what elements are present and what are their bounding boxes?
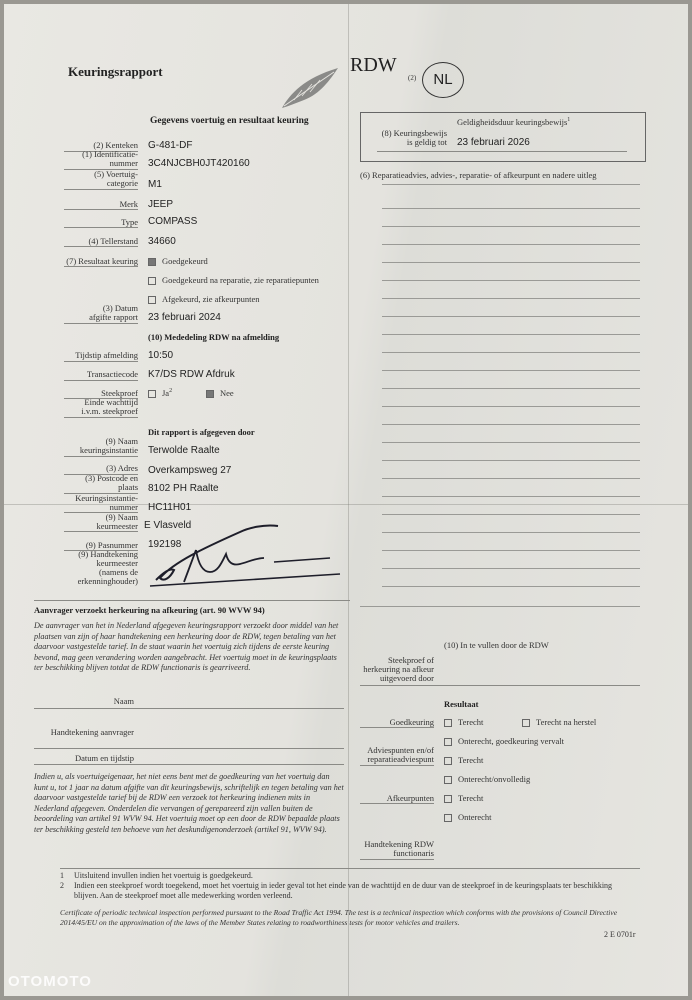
rdw-fill-title: (10) In te vullen door de RDW [444, 640, 549, 650]
station-number-label: Keuringsinstantie-nummer [75, 493, 138, 512]
advice-line [382, 208, 640, 209]
odometer-value: 34660 [148, 236, 176, 247]
sample-label: Steekproef [101, 388, 138, 398]
applicant-name-label: Naam [113, 696, 134, 706]
checkbox[interactable] [444, 776, 452, 784]
advice-line [382, 478, 640, 479]
advice-line [382, 280, 640, 281]
validity-label: (8) Keuringsbewijs is geldig tot [381, 128, 447, 147]
validity-footnote-ref: 1 [567, 117, 571, 124]
checkbox[interactable] [444, 738, 452, 746]
odometer-label: (4) Tellerstand [88, 236, 138, 246]
advice-line [382, 460, 640, 461]
checkbox [148, 277, 156, 285]
transaction-label: Transactiecode [86, 369, 138, 379]
approval-incorrect-lapses[interactable]: Onterecht, goedkeuring vervalt [444, 736, 564, 746]
advice-line [382, 442, 640, 443]
footnote-1-number: 1 [60, 871, 64, 880]
advice-line [382, 568, 640, 569]
inspector-signature-label: (9) Handtekening keurmeester (namens de erkenninghouder) [77, 549, 138, 586]
merk-label: Merk [119, 199, 138, 209]
advice-line [382, 406, 640, 407]
issuer-title: Dit rapport is afgegeven door [148, 427, 255, 437]
advice-line [382, 298, 640, 299]
checkbox [148, 390, 156, 398]
station-name-value: Terwolde Raalte [148, 445, 220, 456]
result-heading: Resultaat [444, 699, 479, 709]
report-title: Keuringsrapport [68, 64, 163, 79]
transaction-value: K7/DS RDW Afdruk [148, 369, 235, 380]
advice-line [382, 352, 640, 353]
certificate-text: Certificate of periodic technical inspection performed pursuant to the Road Traffic Act 1994. The test is a technical inspection which conforms with the provisions of Council Directive 2014/45/EU on the approximation of the laws of the Member States relating to roadworthiness tests for motor vehicles and trailers. [60, 908, 618, 927]
checkbox-checked [148, 258, 156, 266]
inspection-report-page [4, 4, 688, 996]
objection-text: Indien u, als voertuigeigenaar, het niet eens bent met de goedkeuring van het voertuig dan kunt u, tot 1 jaar na datum afgifte van dit keuringsbewijs, schriftelijk en tegen betaling van het daarvoor vastgestelde tarief bij de RDW een verzoek tot herkeuring indienen mits in Nederland afgegeven. Onderdelen die vervangen of gerepareerd zijn vallen buiten de beoordeling van artikel 91 WVW 94. Het voertuig moet op een door de RDW bepaalde plaats ter beschikking gesteld ten behoeve van het deskundigenonderzoek (artikel 91, WVW 94). [34, 772, 344, 834]
reinspection-title: Aanvrager verzoekt herkeuring na afkeuring (art. 90 WVW 94) [34, 605, 265, 615]
reject-correct[interactable]: Terecht [444, 793, 483, 803]
postcode-label: (3) Postcode en plaats [85, 473, 138, 492]
advice-line [382, 388, 640, 389]
validity-box-title: Geldigheidsduur keuringsbewijs [457, 117, 568, 127]
sample-option-no: Nee [206, 388, 234, 398]
result-option-approved: Goedgekeurd [148, 256, 208, 266]
advice-correct[interactable]: Terecht [444, 755, 483, 765]
merk-value: JEEP [148, 199, 174, 210]
reject-points-label: Afkeurpunten [386, 793, 434, 803]
advice-line [382, 586, 640, 587]
advice-line [382, 244, 640, 245]
kenteken-value: G-481-DF [148, 140, 193, 151]
vin-label: (1) Identificatie-nummer [82, 149, 138, 168]
advice-line [382, 514, 640, 515]
footnote-2: Indien een steekproef wordt toegekend, moet het voertuig in ieder geval tot het einde van de wachttijd en de duur van de steekproef in de keuringsplaats ter beschikking blijven. Aan de steekproef moet alle medewerking worden verleend. [74, 881, 613, 900]
validity-box [360, 112, 646, 162]
category-value: M1 [148, 179, 162, 190]
applicant-signature-label: Handtekening aanvrager [50, 727, 134, 737]
kenteken-label: (2) Kenteken [93, 140, 138, 150]
pass-number-label: (9) Pasnummer [85, 540, 138, 550]
date-label: (3) Datum afgifte rapport [89, 303, 138, 322]
sample-option-yes: Ja$^2$ [148, 388, 172, 398]
inspector-signature [144, 522, 344, 592]
otomoto-watermark: OTOMOTO [8, 973, 92, 990]
reinspection-text: De aanvrager van het in Nederland afgegeven keuringsrapport verzoekt door middel van het plaatsen van zijn of haar handtekening een herkeuring door de RDW, tegen betaling van het daarvoor vastgestelde tarief. In de staat waarin het voertuig zich tijdens de eerste keuring bevond, mag geen verandering worden aangebracht. Het voertuig moet in de keuringsplaats ter beschikking blijven totdat de RDW functionaris is gearriveerd. [34, 621, 339, 673]
vehicle-section-title: Gegevens voertuig en resultaat keuring [150, 116, 309, 126]
date-time-label: Datum en tijdstip [74, 753, 134, 763]
rdw-leaf-logo [280, 64, 342, 110]
checkbox-checked [206, 390, 214, 398]
checkbox[interactable] [444, 757, 452, 765]
approval-label: Goedkeuring [389, 717, 434, 727]
footnote-1: Uitsluitend invullen indien het voertuig is goedgekeurd. [74, 871, 253, 880]
address-label: (3) Adres [106, 463, 138, 473]
footnote-2-number: 2 [60, 881, 64, 890]
station-number-value: HC11H01 [148, 502, 192, 513]
afmelding-title: (10) Mededeling RDW na afmelding [148, 332, 280, 342]
advice-line [382, 370, 640, 371]
date-value: 23 februari 2024 [148, 312, 221, 323]
rdw-signature-label: Handtekening RDW functionaris [364, 839, 434, 858]
performed-by-label: Steekproef of herkeuring na afkeur uitgevoerd door [363, 655, 434, 683]
advice-line [360, 606, 640, 607]
advice-line [382, 184, 640, 185]
rdw-ref: (2) [408, 74, 417, 82]
advice-line [382, 550, 640, 551]
advice-line [382, 424, 640, 425]
vin-value: 3C4NJCBH0JT420160 [148, 158, 250, 169]
inspector-name-value: E Vlasveld [144, 520, 192, 531]
advice-line [382, 532, 640, 533]
advice-title: (6) Reparatieadvies, advies-, reparatie- of afkeurpunt en nadere uitleg [360, 170, 597, 180]
type-value: COMPASS [148, 216, 198, 227]
approval-correct[interactable]: Terecht [444, 717, 483, 727]
inspector-name-label: (9) Naam keurmeester [96, 512, 138, 531]
advice-line [382, 316, 640, 317]
advice-line [382, 334, 640, 335]
validity-value: 23 februari 2026 [457, 137, 530, 148]
result-label: (7) Resultaat keuring [66, 256, 138, 266]
result-option-rejected: Afgekeurd, zie afkeurpunten [148, 294, 259, 304]
wait-end-label: Einde wachttijd i.v.m. steekproef [81, 397, 138, 416]
rdw-logo-text: RDW [350, 54, 397, 76]
pass-number-value: 192198 [148, 539, 182, 550]
checkbox[interactable] [444, 719, 452, 727]
form-code: 2 E 0701r [604, 930, 636, 939]
address-value: Overkampsweg 27 [148, 465, 232, 476]
reject-incorrect[interactable]: Onterecht [444, 812, 492, 822]
advice-line [382, 226, 640, 227]
fold-line-vertical [348, 4, 349, 996]
country-badge: NL [422, 62, 464, 98]
checkbox[interactable] [522, 719, 530, 727]
checkbox[interactable] [444, 814, 452, 822]
category-label: (5) Voertuig-categorie [94, 169, 138, 188]
approval-correct-after-repair[interactable]: Terecht na herstel [522, 717, 596, 727]
type-label: Type [121, 217, 138, 227]
advice-line [382, 496, 640, 497]
time-label: Tijdstip afmelding [75, 350, 138, 360]
checkbox[interactable] [444, 795, 452, 803]
station-name-label: (9) Naam keuringsinstantie [79, 436, 138, 455]
postcode-value: 8102 PH Raalte [148, 483, 219, 494]
time-value: 10:50 [148, 350, 174, 361]
advice-incorrect[interactable]: Onterecht/onvolledig [444, 774, 530, 784]
result-option-approved-after-repair: Goedgekeurd na reparatie, zie reparatiepunten [148, 275, 319, 285]
checkbox [148, 296, 156, 304]
advice-line [382, 262, 640, 263]
advice-points-label: Adviespunten en/of reparatieadviespunt [367, 745, 434, 764]
